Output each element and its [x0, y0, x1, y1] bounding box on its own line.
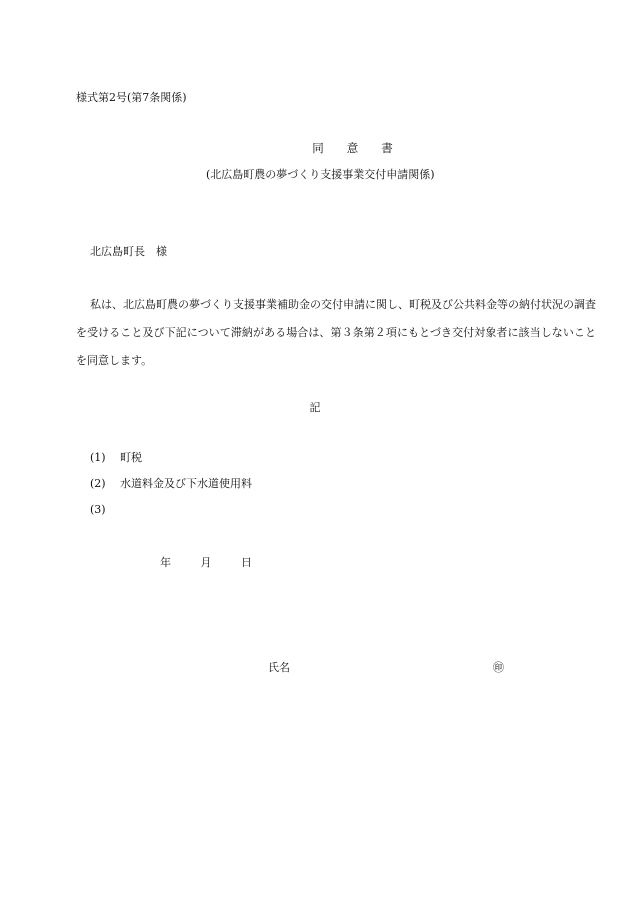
- seal-icon: ㊞: [493, 661, 504, 674]
- item-number: (3): [90, 503, 106, 516]
- addressee: 北広島町長 様: [90, 245, 167, 258]
- date-month: 月: [200, 556, 212, 569]
- ki-heading: 記: [309, 401, 321, 414]
- document-subtitle: (北広島町農の夢づくり支援事業交付申請関係): [206, 168, 435, 181]
- date-day: 日: [241, 556, 252, 569]
- consent-body-text: 私は、北広島町農の夢づくり支援事業補助金の交付申請に関し、町税及び公共料金等の納付状況の調査を受けること及び下記について滞納がある場合は、第３条第２項にもとづき交付対象者に該当しないことを同意します。: [76, 298, 596, 367]
- document-title: [0, 140, 630, 156]
- item-number: (1): [90, 451, 106, 464]
- list-item: [90, 502, 252, 528]
- item-label: 水道料金及び下水道使用料: [120, 477, 252, 490]
- signature-label: 氏名: [268, 661, 290, 674]
- document-title-text: 同 意 書: [312, 141, 393, 155]
- item-label: 町税: [120, 451, 142, 464]
- list-item: [90, 476, 252, 502]
- form-number: 様式第2号(第7条関係): [76, 91, 187, 104]
- date-line: [160, 554, 252, 570]
- item-list: [90, 450, 252, 528]
- date-year: 年: [160, 556, 171, 569]
- item-number: (2): [90, 477, 106, 490]
- list-item: [90, 450, 252, 476]
